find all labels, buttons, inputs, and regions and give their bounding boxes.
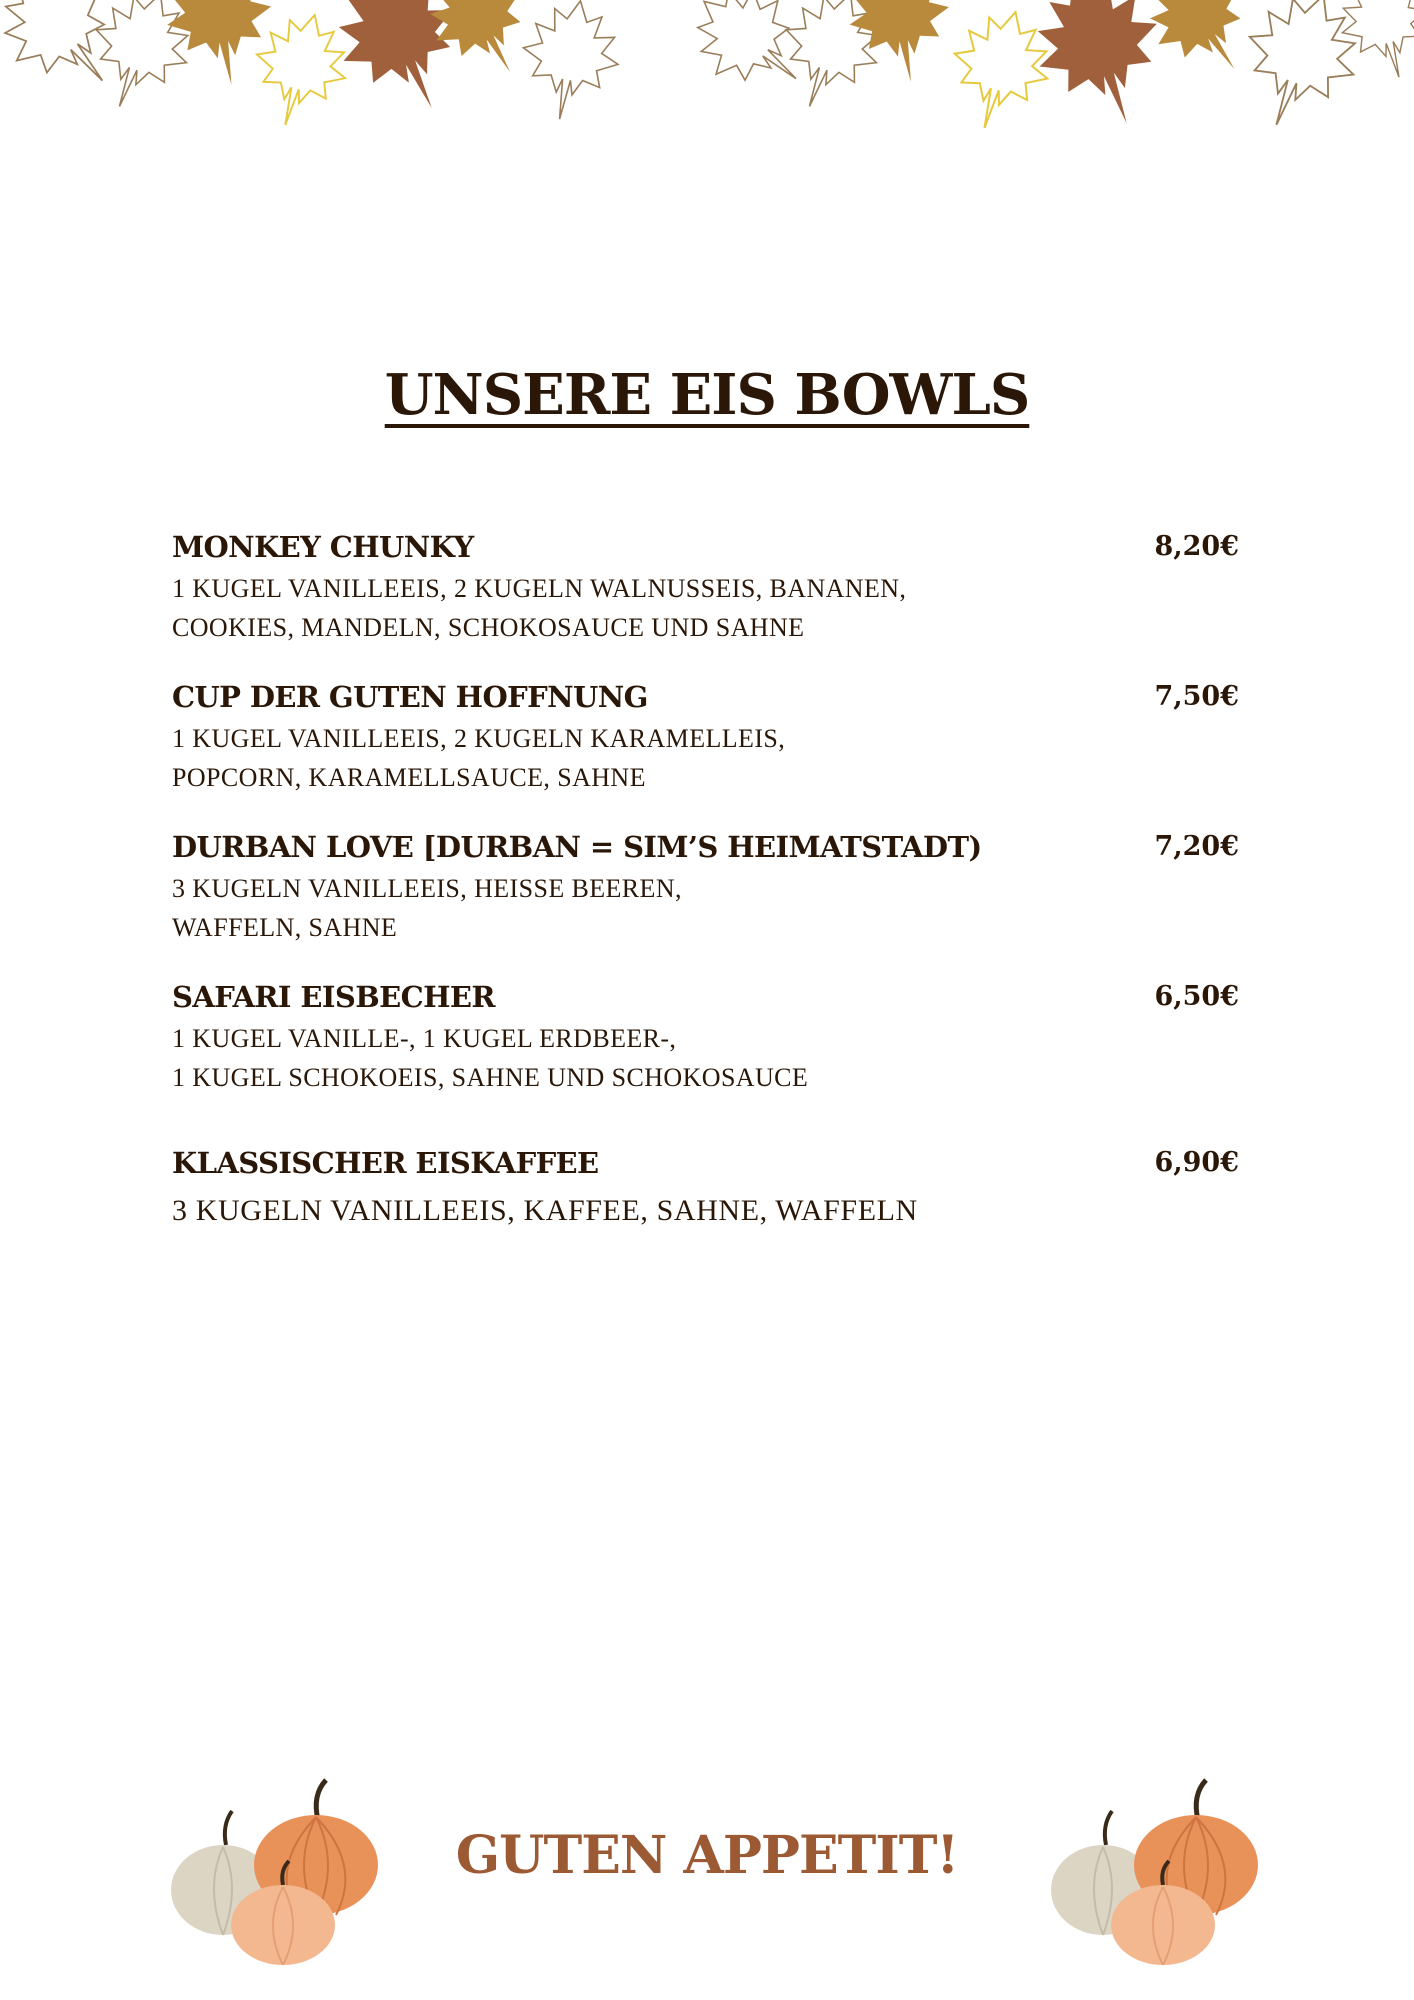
menu-item-description: POPCORN, KARAMELLSAUCE, SAHNE: [172, 763, 646, 792]
menu-item: [172, 1141, 1247, 1237]
menu-item: [172, 825, 1247, 947]
menu-item-price: 7,50€: [1154, 681, 1239, 712]
menu-item-name: SAFARI EISBECHER: [172, 980, 495, 1014]
menu-item-description: 1 KUGEL VANILLEEIS, 2 KUGELN KARAMELLEIS,: [172, 724, 786, 753]
menu-item-name: CUP DER GUTEN HOFFNUNG: [172, 680, 648, 714]
menu-item-description: 1 KUGEL SCHOKOEIS, SAHNE UND SCHOKOSAUCE: [172, 1063, 809, 1092]
menu-item-price: 7,20€: [1154, 831, 1239, 862]
menu-item-description: WAFFELN, SAHNE: [172, 913, 398, 942]
menu-item-price: 8,20€: [1154, 531, 1239, 562]
menu-item: [172, 975, 1247, 1097]
autumn-leaves-icon: [0, 0, 1414, 160]
menu-list: [172, 525, 1247, 1237]
menu-item-description: 3 KUGELN VANILLEEIS, KAFFEE, SAHNE, WAFFELN: [172, 1194, 918, 1227]
menu-item-price: 6,50€: [1154, 981, 1239, 1012]
menu-item-description: COOKIES, MANDELN, SCHOKOSAUCE UND SAHNE: [172, 613, 805, 642]
footer-greeting: GUTEN APPETIT!: [455, 1825, 959, 1886]
page-title: [0, 362, 1414, 428]
menu-item-name: MONKEY CHUNKY: [172, 530, 474, 564]
pumpkins-icon: [1048, 1765, 1278, 1965]
menu-item-description: 1 KUGEL VANILLEEIS, 2 KUGELN WALNUSSEIS, BANANEN,: [172, 574, 907, 603]
page-title-text: UNSERE EIS BOWLS: [384, 362, 1030, 428]
menu-item-price: 6,90€: [1154, 1147, 1239, 1178]
menu-item-description: 1 KUGEL VANILLE-, 1 KUGEL ERDBEER-,: [172, 1024, 677, 1053]
menu-item: [172, 525, 1247, 647]
menu-item-name: KLASSISCHER EISKAFFEE: [172, 1146, 599, 1180]
menu-item-description: 3 KUGELN VANILLEEIS, HEISSE BEEREN,: [172, 874, 682, 903]
menu-item: [172, 675, 1247, 797]
menu-item-name: DURBAN LOVE [DURBAN = SIM’S HEIMATSTADT): [172, 830, 982, 864]
